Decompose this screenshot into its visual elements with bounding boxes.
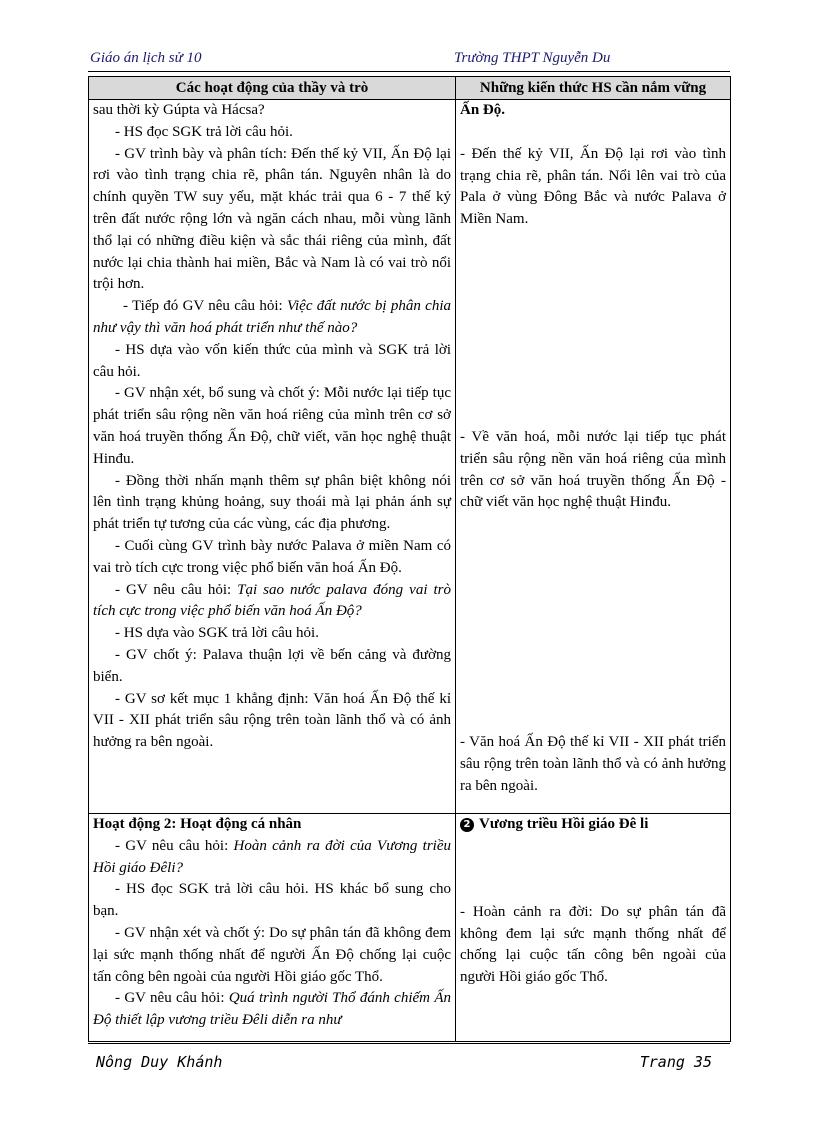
text-line: - Cuối cùng GV trình bày nước Palava ở miền Nam có vai trò tích cực trong việc phổ biến văn hoá Ấn Độ. bbox=[93, 537, 451, 576]
footer-page-number: Trang 35 bbox=[639, 1053, 712, 1071]
text-line: - GV nêu câu hỏi: Hoàn cảnh ra đời của Vương triều Hồi giáo Đêli? bbox=[93, 837, 451, 876]
activities-cell bbox=[89, 814, 456, 1042]
knowledge-cell bbox=[456, 100, 731, 814]
text-line: - GV sơ kết mục 1 khẳng định: Văn hoá Ấn Độ thế kỉ VII - XII phát triển sâu rộng trên toàn lãnh thổ và có ảnh hưởng ra bên ngoài. bbox=[93, 690, 451, 751]
text-line: - Về văn hoá, mỗi nước lại tiếp tục phát triển sâu rộng nền văn hoá riêng của mình trên cơ sở văn hoá truyền thống Ấn Độ - chữ viết văn học nghệ thuật Hinđu. bbox=[460, 428, 726, 511]
lesson-table bbox=[88, 76, 731, 1042]
footer-rule bbox=[88, 1043, 730, 1044]
table-header-row bbox=[89, 77, 731, 100]
text-line: - Tiếp đó GV nêu câu hỏi: Việc đất nước bị phân chia như vậy thì văn hoá phát triển như thế nào? bbox=[93, 298, 451, 336]
header-school: Trường THPT Nguyễn Du bbox=[454, 50, 611, 66]
text-line: - HS đọc SGK trả lời câu hỏi. bbox=[115, 123, 293, 140]
number-bullet-icon: 2 bbox=[460, 818, 474, 832]
table-row bbox=[89, 814, 731, 1042]
section-title: 2 Vương triều Hồi giáo Đê li bbox=[460, 814, 726, 836]
text-line: - HS đọc SGK trả lời câu hỏi. HS khác bổ sung cho bạn. bbox=[93, 881, 451, 920]
text-line: - Văn hoá Ấn Độ thế kỉ VII - XII phát triển sâu rộng trên toàn lãnh thổ và có ảnh hưởng ra bên ngoài. bbox=[460, 734, 726, 794]
header-rule bbox=[88, 71, 730, 72]
table-row bbox=[89, 100, 731, 814]
footer-author: Nông Duy Khánh bbox=[96, 1053, 223, 1071]
activities-cell bbox=[89, 100, 456, 814]
text-line: sau thời kỳ Gúpta và Hácsa? bbox=[93, 102, 265, 118]
text-line: Ấn Độ. bbox=[460, 102, 506, 118]
col-activities-header: Các hoạt động của thầy và trò bbox=[89, 77, 456, 100]
text-line: - Đến thế kỷ VII, Ấn Độ lại rơi vào tình trạng chia rẽ, phân tán. Nổi lên vai trò của Pala ở vùng Đông Bắc và nước Palava ở Miền Nam. bbox=[460, 145, 726, 228]
text-line: - Đồng thời nhấn mạnh thêm sự phân biệt không nói lên tình trạng khủng hoảng, suy thoái mà lại phản ánh sự phát triển tự tương của các vùng, các địa phương. bbox=[93, 472, 451, 533]
text-line: - GV trình bày và phân tích: Đến thế kỷ VII, Ấn Độ lại rơi vào tình trạng chia rẽ, phân tán. Nguyên nhân là do chính quyền TW suy yếu, mặt khác trải qua 6 - 7 thế kỷ trên đất nước rộng lớn và ngăn cách nhau, mỗi vùng lãnh thổ lại có những điều kiện và sắc thái riêng của mình, đất nước lại chia thành hai miền, Bắc và Nam là có vai trò nổi trội hơn. bbox=[93, 145, 451, 293]
header-subject: Giáo án lịch sử 10 bbox=[90, 50, 202, 66]
page-header bbox=[88, 50, 728, 70]
activity-title: Hoạt động 2: Hoạt động cá nhân bbox=[93, 816, 302, 832]
knowledge-cell bbox=[456, 814, 731, 1042]
text-line: - GV nêu câu hỏi: Quá trình người Thổ đánh chiếm Ấn Độ thiết lập vương triều Đêli diễn ra như bbox=[93, 990, 451, 1029]
text-line: - GV nêu câu hỏi: Tại sao nước palava đóng vai trò tích cực trong việc phổ biến văn hoá Ấn Độ? bbox=[93, 581, 451, 620]
page-footer bbox=[92, 1053, 712, 1075]
text-line: - GV nhận xét, bổ sung và chốt ý: Mỗi nước lại tiếp tục phát triển sâu rộng nền văn hoá riêng của mình trên cơ sở văn hoá truyền thống Ấn Độ, chữ viết, văn học nghệ thuật Hinđu. bbox=[93, 385, 451, 467]
text-line: - GV chốt ý: Palava thuận lợi về bến cảng và đường biển. bbox=[93, 646, 451, 685]
col-knowledge-header: Những kiến thức HS cần nắm vững bbox=[456, 77, 731, 100]
text-line: - HS dựa vào SGK trả lời câu hỏi. bbox=[115, 625, 319, 642]
text-line: - GV nhận xét và chốt ý: Do sự phân tán đã không đem lại sức mạnh thống nhất để người Ấn Độ chống lại cuộc tấn công bên ngoài của người Hồi giáo gốc Thổ. bbox=[93, 924, 451, 985]
text-line: - HS dựa vào vốn kiến thức của mình và SGK trả lời câu hỏi. bbox=[93, 341, 451, 380]
text-line: - Hoàn cảnh ra đời: Do sự phân tán đã không đem lại sức mạnh thống nhất để chống lại cuộc tấn công bên ngoài của người Hồi giáo gốc Thổ. bbox=[460, 903, 726, 986]
